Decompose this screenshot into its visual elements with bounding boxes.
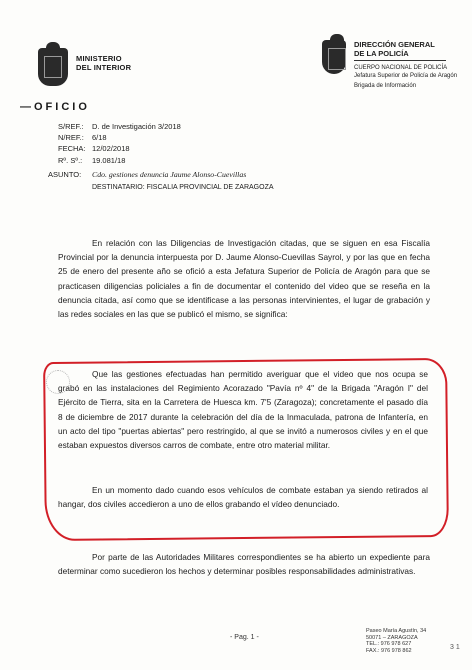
meta-sref-label: S/REF.: xyxy=(58,122,84,131)
police-divider xyxy=(354,60,446,61)
police-dg2: DE LA POLICÍA xyxy=(354,49,409,58)
meta-fecha-value: 12/02/2018 xyxy=(92,144,130,153)
address-line2: 50071 – ZARAGOZA xyxy=(366,634,418,641)
address-line4: FAX.: 976 978 862 xyxy=(366,647,412,654)
doc-type-dash: — xyxy=(20,101,34,113)
address-line3: TEL.: 976 978 627 xyxy=(366,641,412,647)
doc-type-title xyxy=(20,101,90,113)
spain-coat-of-arms-icon xyxy=(38,48,68,86)
footer-address xyxy=(366,628,426,654)
page-number: - Pag. 1 - xyxy=(230,634,259,641)
ministry-line2: DEL INTERIOR xyxy=(76,63,132,72)
corner-mark: 3 1 xyxy=(450,644,460,651)
meta-rs-value: 19.081/18 xyxy=(92,156,126,165)
meta-fecha-label: FECHA: xyxy=(58,144,86,153)
police-cnp: CUERPO NACIONAL DE POLICÍA xyxy=(354,65,448,71)
meta-asunto-label: ASUNTO: xyxy=(48,170,82,179)
body-paragraph-4: Por parte de las Autoridades Militares correspondientes se ha abierto un expediente para determinar como sucedieron los hechos y determinar posibles responsabilidades administrativas. xyxy=(58,552,430,577)
meta-nref-label: N/REF.: xyxy=(58,133,84,142)
meta-asunto-value: Cdo. gestiones denuncia Jaume Alonso-Cuevillas xyxy=(92,170,247,179)
doc-type-label: OFICIO xyxy=(34,101,90,113)
body-paragraph-3: En un momento dado cuando esos vehículos de combate estaban ya siendo retirados al hangar, dos civiles accedieron a uno de ellos grabando el vídeo denunciado. xyxy=(58,485,428,510)
body-paragraph-2: Que las gestiones efectuadas han permitido averiguar que el video que nos ocupa se grabó en las instalaciones del Regimiento Acorazado "Pavía nº 4" de la Brigada "Aragón I" del Ejército de Tierra, sita en la Carretera de Huesca km. 7'5 (Zaragoza); concretamente el pasado día 8 de diciembre de 2017 durante la celebración del día de la Inmaculada, patrona de Infantería, en un acto del tipo "puertas abiertas" pero restringido, al que se invitó a numerosos civiles y en el que estaban expuestos diversos carros de combate, entre otro material militar. xyxy=(58,369,428,451)
police-jefatura: Jefatura Superior de Policía de Aragón xyxy=(354,73,458,79)
police-header xyxy=(354,40,435,58)
body-paragraph-1: En relación con las Diligencias de Investigación citadas, que se siguen en esa Fiscalía Provincial por la denuncia interpuesta por D. Jaume Alonso-Cuevillas Sayrol, y por las que en fecha 25 de enero del presente año se ofició a esta Jefatura Superior de Policía de Aragón para que se practicasen diligencias policiales a fin de documentar el contenido del video que se reseña en la denuncia citada, así como que se identificase a las personas intervinientes, el lugar de grabación y las redes sociales en las que se publicó el mismo, se significa: xyxy=(58,238,430,320)
address-line1: Paseo María Agustín, 34 xyxy=(366,628,427,634)
police-brigada: Brigada de Información xyxy=(354,83,417,89)
meta-nref-value: 6/18 xyxy=(92,133,107,142)
police-emblem-icon xyxy=(322,40,346,74)
meta-sref-value: D. de Investigación 3/2018 xyxy=(92,122,181,131)
meta-destinatario: DESTINATARIO: FISCALIA PROVINCIAL DE ZARAGOZA xyxy=(92,184,274,191)
ministry-line1: MINISTERIO xyxy=(76,54,122,63)
meta-rs-label: Rº. Sº.: xyxy=(58,156,83,165)
police-dg1: DIRECCIÓN GENERAL xyxy=(354,40,435,49)
